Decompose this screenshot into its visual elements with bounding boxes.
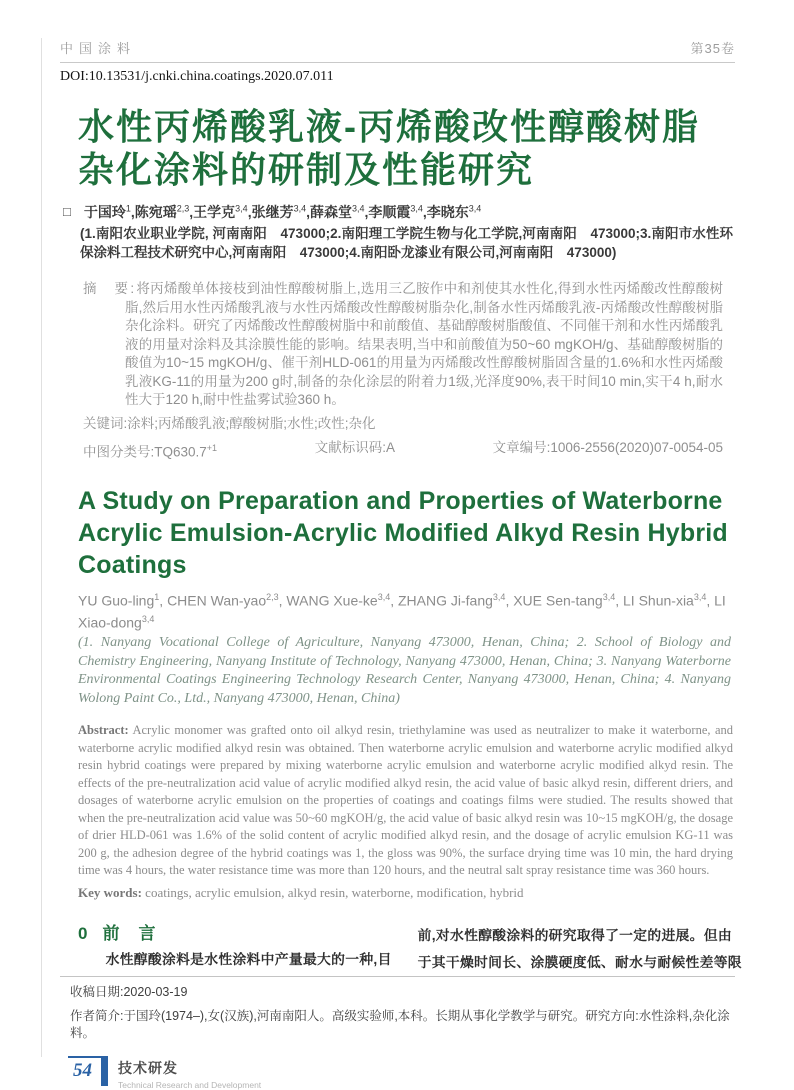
- affiliation-cn: (1.南阳农业职业学院, 河南南阳 473000;2.南阳理工学院生物与化工学院,河南南阳 473000;3.南阳市水性环保涂料工程技术研究中心,河南南阳 473000;4.南阳卧龙漆业有限公司,河南南阳 473000): [80, 226, 733, 260]
- section-0-columns: [60, 922, 742, 976]
- article-title-cn-line1: 水性丙烯酸乳液-丙烯酸改性醇酸树脂: [78, 106, 700, 147]
- authors-cn: 于国玲$^1$,陈宛瑶$^{2,3}$,王学克$^{3,4}$,张继芳$^{3,4}$,薛森堂$^{3,4}$,李顺霞$^{3,4}$,李晓东$^{3,4}$: [83, 203, 482, 220]
- body-column-right: [418, 922, 742, 976]
- keywords-cn-text: 涂料;丙烯酸乳液;醇酸树脂;水性;改性;杂化: [127, 415, 376, 431]
- abstract-en: [60, 722, 735, 880]
- footnote-divider: [60, 976, 735, 977]
- column-names: [118, 1056, 261, 1090]
- body-column-left: [78, 922, 392, 976]
- abstract-cn: [83, 280, 723, 410]
- section-0-title: 前 言: [102, 923, 157, 943]
- footer-blue-bar: [101, 1058, 108, 1086]
- affiliation-en: (1. Nanyang Vocational College of Agriculture, Nanyang 473000, Henan, China; 2. School of Biology and Chemistry Engineering, Nanyang Institute of Technology, Nanyang 473000, Henan, China; 3. Nanyang Waterborne Environmental Coatings Engineering Technology Research Center, Nanyang 473000, Henan, China; 4. Nanyang Wolong Paint Co., Ltd., Nanyang 473000, Henan, China): [78, 635, 731, 706]
- column-name-cn: 技术研发: [118, 1059, 178, 1076]
- section-0-heading: [78, 922, 392, 946]
- keywords-cn: [83, 415, 735, 433]
- clc-number: 中图分类号$:TQ630.7^{+1}$: [83, 442, 218, 459]
- volume-label: 第35卷: [690, 41, 735, 56]
- keywords-en-text: coatings, acrylic emulsion, alkyd resin, waterborne, modification, hybrid: [141, 884, 524, 900]
- page-number-badge: [68, 1056, 108, 1086]
- received-date: 收稿日期:2020-03-19: [70, 984, 188, 999]
- footnote-and-footer: [60, 976, 735, 1090]
- page-footer: [60, 1056, 735, 1090]
- column-name-en: Technical Research and Development: [118, 1079, 262, 1090]
- journal-name: 中国涂料: [60, 41, 137, 56]
- keywords-en: [60, 883, 735, 902]
- doi-line: DOI:10.13531/j.cnki.china.coatings.2020.07.011: [60, 69, 334, 84]
- article-title-en-line3: Coatings: [78, 551, 187, 579]
- abstract-en-text: Acrylic monomer was grafted onto oil alkyd resin, triethylamine was used as neutralizer to make it waterborne, and waterborne acrylic modified alkyd resin was obtained. Then waterborne acrylic emulsion and waterborne acrylic modified alkyd resin hybrid coatings were prepared by mixing waterborne acrylic emulsion and waterborne acrylic modified alkyd resin. The effects of the pre-neutralization acid value of acrylic modified alkyd resin, the acid value of basic alkyd resin, different driers, and dosages of waterborne acrylic emulsion on the properties of coatings and coatings films were studied. The results showed that when the pre-neutralization acid value was 50~60 mgKOH/g, the acid value of basic alkyd resin was 10~15 mgKOH/g, the dosage of drier HLD-061 was 1.6% of the solid content of acrylic modified alkyd resin, and the dosage of acrylic emulsion KG-11 was 200 g, the adhesion degree of the hybrid coatings was 1, the gloss was 90%, the surface drying time was 10 min, the hard drying time was 4 hours, the water resistance time was more than 120 hours, and the neutral salt spray resistance time was 360 hours.: [78, 723, 733, 878]
- article-title-en-line1: A Study on Preparation and Properties of Waterborne: [78, 487, 723, 515]
- abstract-cn-text: 将丙烯酸单体接枝到油性醇酸树脂上,选用三乙胺作中和剂使其水性化,得到水性丙烯酸改性醇酸树脂,然后用水性丙烯酸乳液与水性丙烯酸改性醇酸树脂杂化,制备水性丙烯酸乳液-丙烯酸改性醇酸树脂杂化涂料。研究了丙烯酸改性醇酸树脂中和前酸值、基础醇酸树脂酸值、不同催干剂和水性丙烯酸乳液的用量对涂料及其涂膜性能的影响。结果表明,当中和前酸值为50~60 mgKOH/g、基础醇酸树脂的酸值为10~15 mgKOH/g、催干剂HLD-061的用量为丙烯酸改性醇酸树脂固含量的1.6%和水性丙烯酸乳液KG-11的用量为200 g时,制备的杂化涂层的附着力1级,光泽度90%,表干时间10 min,实干4 h,耐水性大于120 h,耐中性盐雾试验360 h。: [125, 281, 723, 407]
- body-text-right-line1: 前,对水性醇酸涂料的研究取得了一定的进展。但由: [417, 927, 732, 943]
- author-marker-square: □: [63, 204, 71, 219]
- document-code: 文献标识码:A: [314, 439, 395, 455]
- author-bio: 作者简介:于国玲(1974–),女(汉族),河南南阳人。高级实验师,本科。长期从事化学教学与研究。研究方向:水性涂料,杂化涂料。: [70, 1008, 730, 1040]
- article-number: 文章编号:1006-2556(2020)07-0054-05: [492, 439, 723, 455]
- abstract-cn-label: 摘 要:: [83, 281, 137, 296]
- classification-row: [83, 439, 723, 462]
- journal-header: [60, 38, 735, 63]
- page-number: 54: [73, 1059, 92, 1081]
- article-title-cn-line2: 杂化涂料的研制及性能研究: [78, 149, 535, 190]
- article-title-cn: [60, 105, 735, 191]
- body-text-right-line2: 于其干燥时间长、涂膜硬度低、耐水与耐候性差等限: [417, 954, 742, 970]
- article-title-en-line2: Acrylic Emulsion-Acrylic Modified Alkyd Resin Hybrid: [78, 519, 728, 547]
- section-0-number: 0: [78, 923, 89, 943]
- clc-superscript: +1: [206, 442, 218, 453]
- body-text-left: 水性醇酸涂料是水性涂料中产量最大的一种,目: [105, 951, 392, 967]
- abstract-en-label: Abstract:: [78, 723, 129, 738]
- authors-en: YU Guo-ling$^1$, CHEN Wan-yao$^{2,3}$, WANG Xue-ke$^{3,4}$, ZHANG Ji-fang$^{3,4}$, XUE Sen-tang$^{3,4}$, LI Shun-xia$^{3,4}$, LI Xiao-dong$^{3,4}$: [78, 592, 726, 631]
- authors-cn-row: [60, 202, 735, 222]
- article-title-en: [60, 485, 735, 581]
- keywords-en-label: Key words:: [78, 884, 142, 900]
- keywords-cn-label: 关键词:: [83, 415, 128, 431]
- page-left-edge-line: [41, 38, 42, 1057]
